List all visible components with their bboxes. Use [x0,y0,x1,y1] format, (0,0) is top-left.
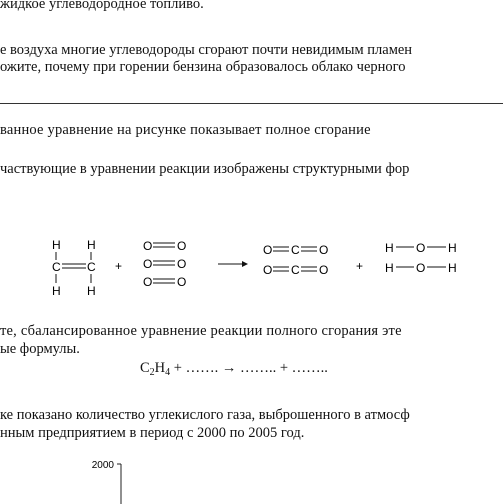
text-line-4: ванное уравнение на рисунке показывает полное сгорание [0,122,371,138]
section-divider [0,103,503,104]
svg-text:O: O [263,243,273,257]
arrow-head [242,261,248,267]
structural-formula-diagram [0,228,503,298]
svg-text:H: H [385,241,394,255]
atom-c: C [87,260,96,274]
oxygen-molecules [143,239,186,289]
atom-h: H [52,284,61,298]
co2-emissions-chart [0,445,503,504]
atom-o: O [177,239,187,253]
svg-text:C: C [291,243,300,257]
text-line-3: ожите, почему при горении бензина образовалось облако черного [0,59,406,75]
text-line-6: те, сбалансированное уравнение реакции полного сгорания эте [0,323,402,339]
plus-sign: + [356,259,364,273]
svg-text:C: C [291,263,300,277]
svg-text:H: H [385,261,394,275]
atom-h: H [87,284,96,298]
text-line-5: частвующие в уравнении реакции изображены структурными фор [0,161,410,177]
atom-o: O [143,275,153,289]
equation: $C_2H_4$ + ……. → …….. + …….. [140,360,328,378]
atom-c: C [52,260,61,274]
svg-text:O: O [263,263,273,277]
ethylene-molecule [52,238,96,298]
text-line-7: ые формулы. [0,341,80,357]
svg-text:O: O [416,261,426,275]
svg-text:O: O [319,263,329,277]
plus-sign: + [115,259,123,273]
svg-text:H: H [448,241,457,255]
atom-h: H [52,238,61,252]
text-line-9: нным предприятием в период с 2000 по 2005 год. [0,425,305,441]
carbon-dioxide-molecules [263,243,328,277]
svg-text:O: O [319,243,329,257]
atom-o: O [143,239,153,253]
text-line-8: ке показано количество углекислого газа, выброшенного в атмосф [0,407,410,423]
svg-text:O: O [416,241,426,255]
svg-text:H: H [448,261,457,275]
text-line-2: е воздуха многие углеводороды сгорают почти невидимым пламен [0,42,413,58]
atom-o: O [143,257,153,271]
y-tick-label: 2000 [91,460,114,471]
water-molecules [385,241,457,275]
atom-o: O [177,257,187,271]
atom-h: H [87,238,96,252]
text-line-1: жидкое углеводородное топливо. [0,0,204,12]
atom-o: O [177,275,187,289]
